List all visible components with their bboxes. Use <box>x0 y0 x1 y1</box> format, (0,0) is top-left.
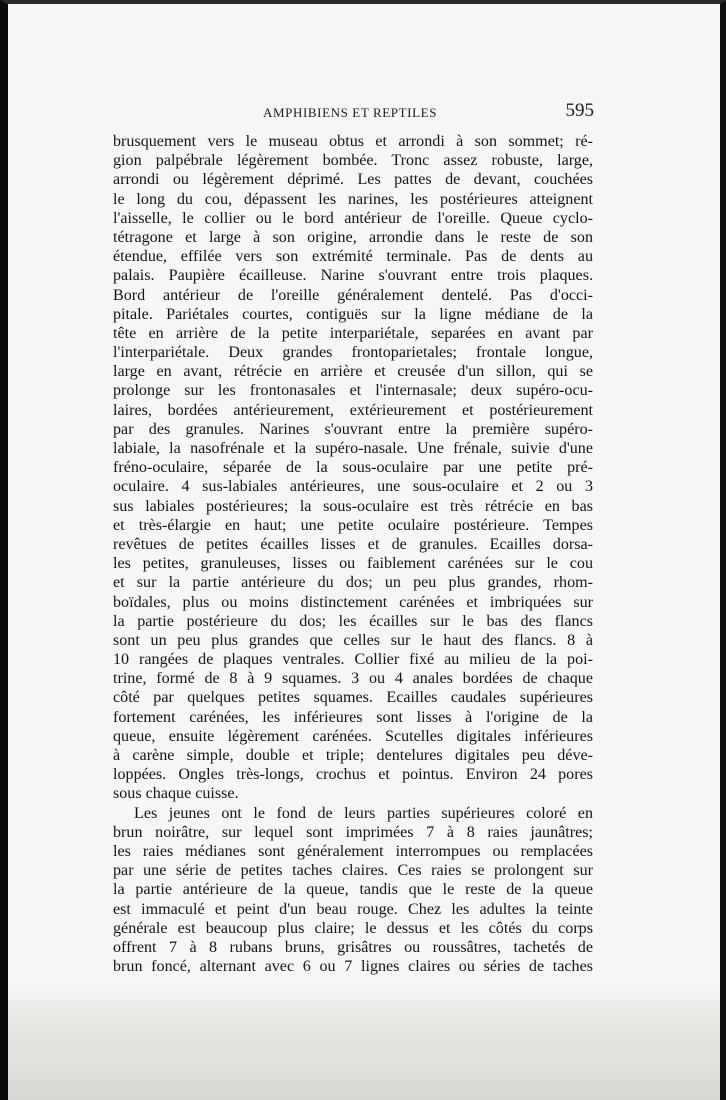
text-line: queue, ensuite légèrement carénées. Scutelles digitales inférieures <box>113 727 593 745</box>
paragraph <box>113 132 593 804</box>
text-line: brun foncé, alternant avec 6 ou 7 lignes claires ou séries de taches <box>113 958 593 976</box>
text-line: loppées. Ongles très-longs, crochus et pointus. Environ 24 pores <box>113 766 593 784</box>
text-line: brun noirâtre, sur lequel sont imprimées 7 à 8 raies jaunâtres; <box>113 823 593 841</box>
text-line: tête en arrière de la petite interpariétale, separées en avant par <box>113 324 593 342</box>
text-line: à carène simple, double et triple; dentelures digitales peu déve- <box>113 747 593 764</box>
text-line: trine, formé de 8 à 9 squames. 3 ou 4 anales bordées de chaque <box>113 670 593 688</box>
paragraph <box>113 804 593 977</box>
text-line: Bord antérieur de l'oreille généralement dentelé. Pas d'occi- <box>113 286 593 304</box>
page-scan-shadow <box>8 980 720 1100</box>
text-line: gion palpébrale légèrement bombée. Tronc assez robuste, large, <box>113 152 593 170</box>
page-number: 595 <box>565 100 594 121</box>
text-line: 10 rangées de plaques ventrales. Collier fixé au milieu de la poi- <box>113 651 593 669</box>
text-line: arrondi ou légèrement déprimé. Les pattes de devant, couchées <box>113 171 593 189</box>
text-line: par des granules. Narines s'ouvrant entre la première supéro- <box>113 420 593 438</box>
text-line: prolonge sur les frontonasales et l'internasale; deux supéro-ocu- <box>113 382 593 400</box>
text-line: pitale. Pariétales courtes, contiguës sur la ligne médiane de la <box>113 305 593 323</box>
text-line: l'interpariétale. Deux grandes frontoparietales; frontale longue, <box>113 344 593 362</box>
text-line: tétragone et large à son origine, arrondie dans le reste de son <box>113 228 593 246</box>
text-line: étendue, effilée vers son extrémité terminale. Pas de dents au <box>113 248 593 266</box>
text-line: la partie postérieure du dos; les écailles sur le bas des flancs <box>113 612 593 630</box>
text-line: par une série de petites taches claires. Ces raies se prolongent sur <box>113 862 593 880</box>
text-line: sus labiales postérieures; la sous-oculaire est très rétrécie en bas <box>113 497 593 515</box>
text-line: labiale, la nasofrénale et la supéro-nasale. Une frénale, suivie d'une <box>113 440 593 457</box>
text-line: oculaire. 4 sus-labiales antérieures, une sous-oculaire et 2 ou 3 <box>113 478 593 496</box>
running-head <box>108 100 594 124</box>
text-line: et sur la partie antérieure du dos; un peu plus grandes, rhom- <box>113 574 593 592</box>
text-line: les raies médianes sont généralement interrompues ou remplacées <box>113 842 593 860</box>
text-line: revêtues de petites écailles lisses et de granules. Ecailles dorsa- <box>113 535 593 553</box>
text-line: le long du cou, dépassent les narines, les postérieures atteignent <box>113 190 593 208</box>
text-line: brusquement vers le museau obtus et arrondi à son sommet; ré- <box>113 133 593 150</box>
text-line: palais. Paupière écailleuse. Narine s'ouvrant entre trois plaques. <box>113 267 593 285</box>
text-line: sont un peu plus grandes que celles sur le haut des flancs. 8 à <box>113 631 593 649</box>
text-line: la partie antérieure de la queue, tandis que le reste de la queue <box>113 881 593 899</box>
text-line: Les jeunes ont le fond de leurs parties supérieures coloré en <box>134 804 593 822</box>
text-line: générale est beaucoup plus claire; le dessus et les côtés du corps <box>113 919 593 937</box>
text-line: côté par quelques petites squames. Ecailles caudales supérieures <box>113 689 593 707</box>
text-line: fréno-oculaire, séparée de la sous-oculaire par une petite pré- <box>113 459 593 477</box>
text-line: sous chaque cuisse. <box>113 785 239 803</box>
text-line: les petites, granuleuses, lisses ou faiblement carénées sur le cou <box>113 555 593 573</box>
text-line: l'aisselle, le collier ou le bord antérieur de l'oreille. Queue cyclo- <box>113 209 593 227</box>
text-line: laires, bordées antérieurement, extérieurement et postérieurement <box>113 401 593 419</box>
text-line: fortement carénées, les inférieures sont lisses à l'origine de la <box>113 708 593 726</box>
running-title: AMPHIBIENS ET REPTILES <box>263 105 438 120</box>
body-text <box>113 132 593 976</box>
text-line: offrent 7 à 8 rubans bruns, grisâtres ou roussâtres, tachetés de <box>113 938 593 956</box>
text-line: et très-élargie en haut; une petite oculaire postérieure. Tempes <box>113 516 593 534</box>
text-line: boïdales, plus ou moins distinctement carénées et imbriquées sur <box>113 593 593 611</box>
text-line: large en avant, rétrécie en arrière et creusée d'un sillon, qui se <box>113 363 593 381</box>
text-line: est immaculé et peint d'un beau rouge. Chez les adultes la teinte <box>113 900 593 918</box>
